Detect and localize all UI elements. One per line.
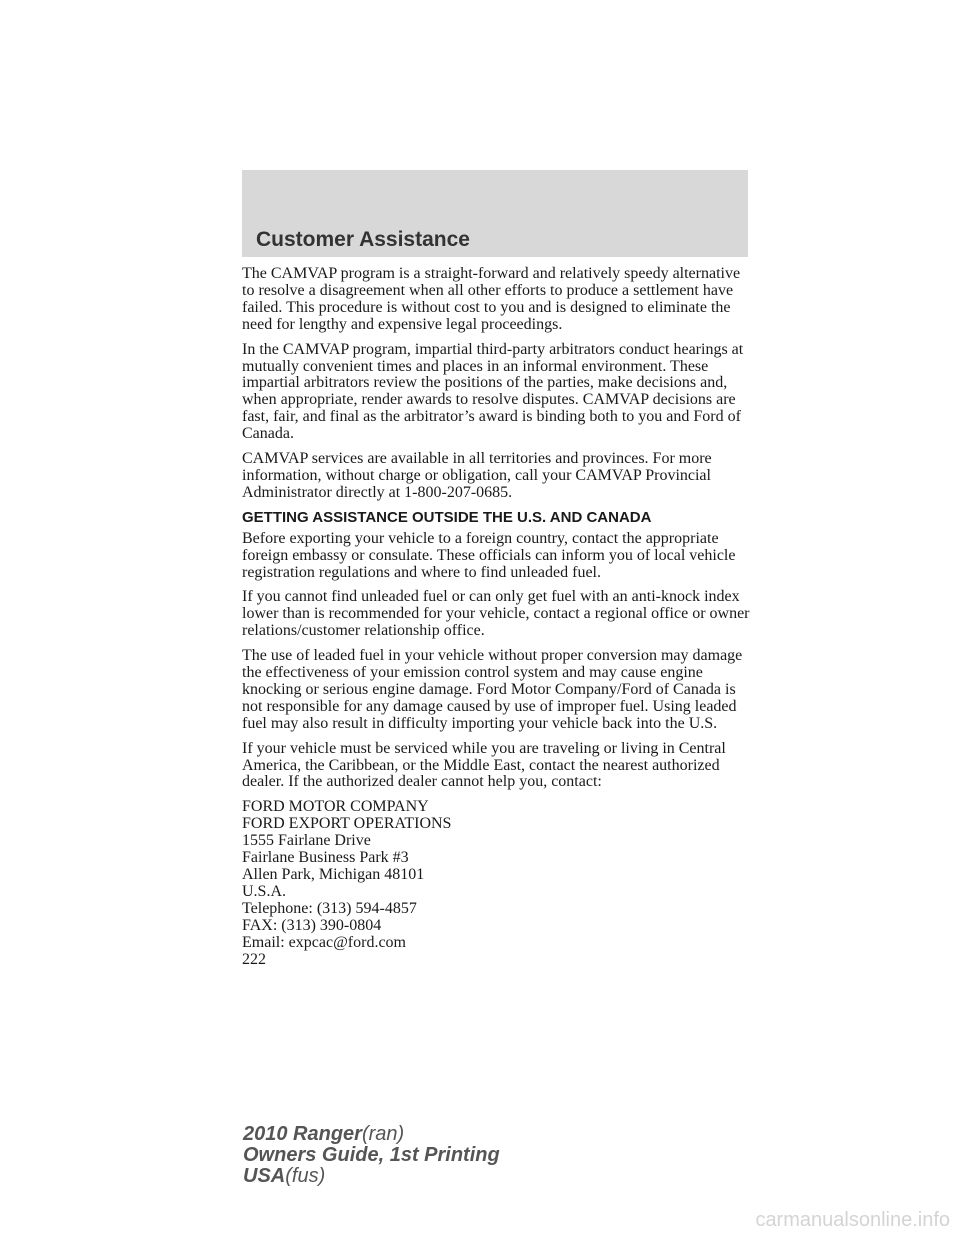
- paragraph-camvap-services: CAMVAP services are available in all territories and provinces. For more information, without charge or obligation, call your CAMVAP Provincial Administrator directly at 1-800-207-0685.: [242, 450, 712, 501]
- footer-line-3: [243, 1166, 500, 1187]
- paragraph-camvap-arbitrators: In the CAMVAP program, impartial third-party arbitrators conduct hearings at mutually convenient times and places in an informal environment. These impartial arbitrators review the positions of the parties, make decisions and, when appropriate, render awards to resolve disputes. CAMVAP decisions are fast, fair, and final as the arbitrator’s award is binding both to you and Ford of Canada.: [242, 340, 744, 443]
- footer-model-code: (ran): [361, 1123, 405, 1145]
- telephone-line: Telephone: (313) 594-4857: [242, 899, 417, 917]
- subheading-outside-us-canada: GETTING ASSISTANCE OUTSIDE THE U.S. AND CANADA: [242, 508, 652, 526]
- page-number: 222: [242, 950, 266, 968]
- footer-line-2: Owners Guide, 1st Printing: [243, 1144, 500, 1166]
- watermark: carmanualsonline.info: [755, 1209, 950, 1231]
- paragraph-servicing-abroad: If your vehicle must be serviced while you are traveling or living in Central America, the Caribbean, or the Middle East, contact the nearest authorized dealer. If the authorized dealer cannot help you, contact:: [242, 739, 726, 791]
- address-line: U.S.A.: [242, 882, 287, 900]
- paragraph-unleaded-fuel: If you cannot find unleaded fuel or can only get fuel with an anti-knock index lower than is recommended for your vehicle, contact a regional office or owner relations/customer relationship office.: [242, 588, 750, 640]
- fax-line: FAX: (313) 390-0804: [242, 916, 382, 934]
- address-line: FORD MOTOR COMPANY: [242, 798, 429, 816]
- paragraph-leaded-fuel: The use of leaded fuel in your vehicle without proper conversion may damage the effectiveness of your emission control system and may cause engine knocking or serious engine damage. Ford Motor Company/Ford of Canada is not responsible for any damage caused by use of improper fuel. Using leaded fuel may also result in difficulty importing your vehicle back into the U.S.: [242, 647, 743, 732]
- paragraph-camvap-intro: The CAMVAP program is a straight-forward and relatively speedy alternative to resolve a disagreement when all other efforts to produce a settlement have failed. This procedure is without cost to you and is designed to eliminate the need for lengthy and expensive legal proceedings.: [242, 265, 741, 333]
- address-line: 1555 Fairlane Drive: [242, 832, 371, 850]
- paragraph-exporting: Before exporting your vehicle to a foreign country, contact the appropriate foreign embassy or consulate. These officials can inform you of local vehicle registration regulations and where to find unleaded fuel.: [242, 529, 736, 581]
- address-line: FORD EXPORT OPERATIONS: [242, 815, 452, 833]
- page-body: [242, 266, 752, 968]
- address-line: Allen Park, Michigan 48101: [242, 866, 425, 883]
- footer-market: USA: [243, 1165, 286, 1187]
- address-line: Fairlane Business Park #3: [242, 849, 409, 867]
- contact-address: [242, 799, 752, 951]
- email-line: Email: expcac@ford.com: [242, 933, 406, 951]
- print-footer: [243, 1124, 500, 1187]
- footer-model: 2010 Ranger: [243, 1123, 362, 1145]
- footer-market-code: (fus): [285, 1165, 326, 1187]
- footer-line-1: [243, 1124, 500, 1145]
- section-title: Customer Assistance: [256, 228, 470, 251]
